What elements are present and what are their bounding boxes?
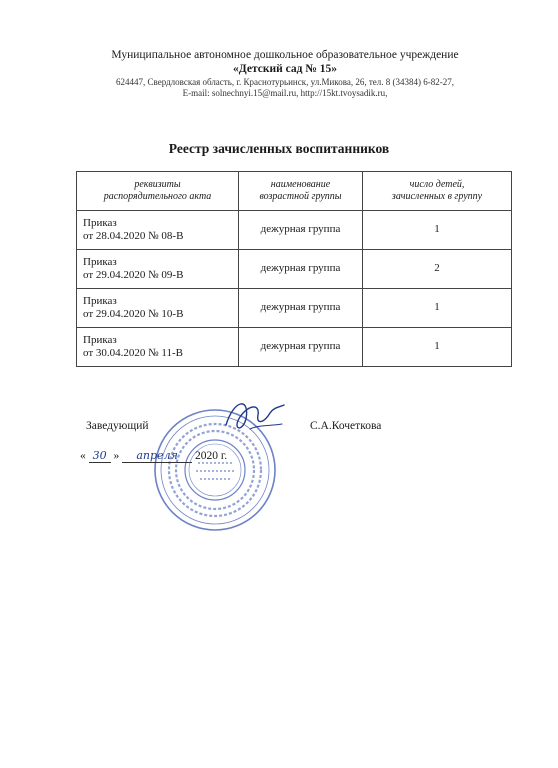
date-open-quote: « bbox=[80, 450, 86, 462]
header-text: зачисленных в группу bbox=[391, 191, 483, 202]
table-row bbox=[77, 289, 512, 328]
order-cell bbox=[77, 328, 239, 367]
order-number: от 29.04.2020 № 09-В bbox=[83, 269, 184, 281]
date-year: 2020 г. bbox=[195, 450, 228, 462]
order-cell bbox=[77, 211, 239, 250]
count-cell: 1 bbox=[363, 328, 512, 367]
signature-date bbox=[80, 449, 227, 463]
order-cell bbox=[77, 289, 239, 328]
table-header-row bbox=[77, 172, 512, 211]
table-row bbox=[77, 211, 512, 250]
letterhead bbox=[60, 48, 510, 99]
table-row bbox=[77, 328, 512, 367]
document-title: Реестр зачисленных воспитанников bbox=[168, 141, 390, 156]
header-text: наименование bbox=[270, 179, 331, 190]
director-title: Заведующий bbox=[86, 420, 149, 432]
order-title: Приказ bbox=[83, 255, 117, 268]
header-group-name bbox=[239, 172, 363, 211]
table-row bbox=[77, 250, 512, 289]
order-cell bbox=[77, 250, 239, 289]
header-order-details bbox=[77, 172, 239, 211]
header-text: число детей, bbox=[409, 179, 465, 190]
organization-name: Муниципальное автономное дошкольное образовательное учреждение bbox=[111, 49, 459, 61]
header-text: распорядительного акта bbox=[103, 191, 212, 202]
group-cell: дежурная группа bbox=[239, 250, 363, 289]
date-day: 30 bbox=[89, 449, 111, 463]
director-name: С.А.Кочеткова bbox=[310, 420, 382, 432]
header-text: реквизиты bbox=[134, 179, 181, 190]
kindergarten-name: «Детский сад № 15» bbox=[233, 63, 337, 76]
order-title: Приказ bbox=[83, 333, 117, 346]
organization-contacts: E-mail: solnechnyi.15@mail.ru, http://15kt.tvoysadik.ru, bbox=[182, 88, 388, 98]
group-cell: дежурная группа bbox=[239, 211, 363, 250]
count-cell: 2 bbox=[363, 250, 512, 289]
order-number: от 30.04.2020 № 11-В bbox=[83, 347, 183, 359]
order-number: от 28.04.2020 № 08-В bbox=[83, 230, 184, 242]
date-month: апреля bbox=[122, 449, 192, 463]
count-cell: 1 bbox=[363, 211, 512, 250]
order-number: от 29.04.2020 № 10-В bbox=[83, 308, 184, 320]
group-cell: дежурная группа bbox=[239, 289, 363, 328]
date-close-quote: » bbox=[113, 450, 120, 462]
registry-table bbox=[76, 171, 512, 367]
header-text: возрастной группы bbox=[259, 191, 342, 202]
count-cell: 1 bbox=[363, 289, 512, 328]
group-cell: дежурная группа bbox=[239, 328, 363, 367]
order-title: Приказ bbox=[83, 216, 117, 229]
signature-icon bbox=[220, 395, 290, 440]
organization-address: 624447, Свердловская область, г. Краснотурьинск, ул.Микова, 26, тел. 8 (34384) 6-82-27, bbox=[116, 76, 454, 87]
header-children-count bbox=[363, 172, 512, 211]
order-title: Приказ bbox=[83, 294, 117, 307]
